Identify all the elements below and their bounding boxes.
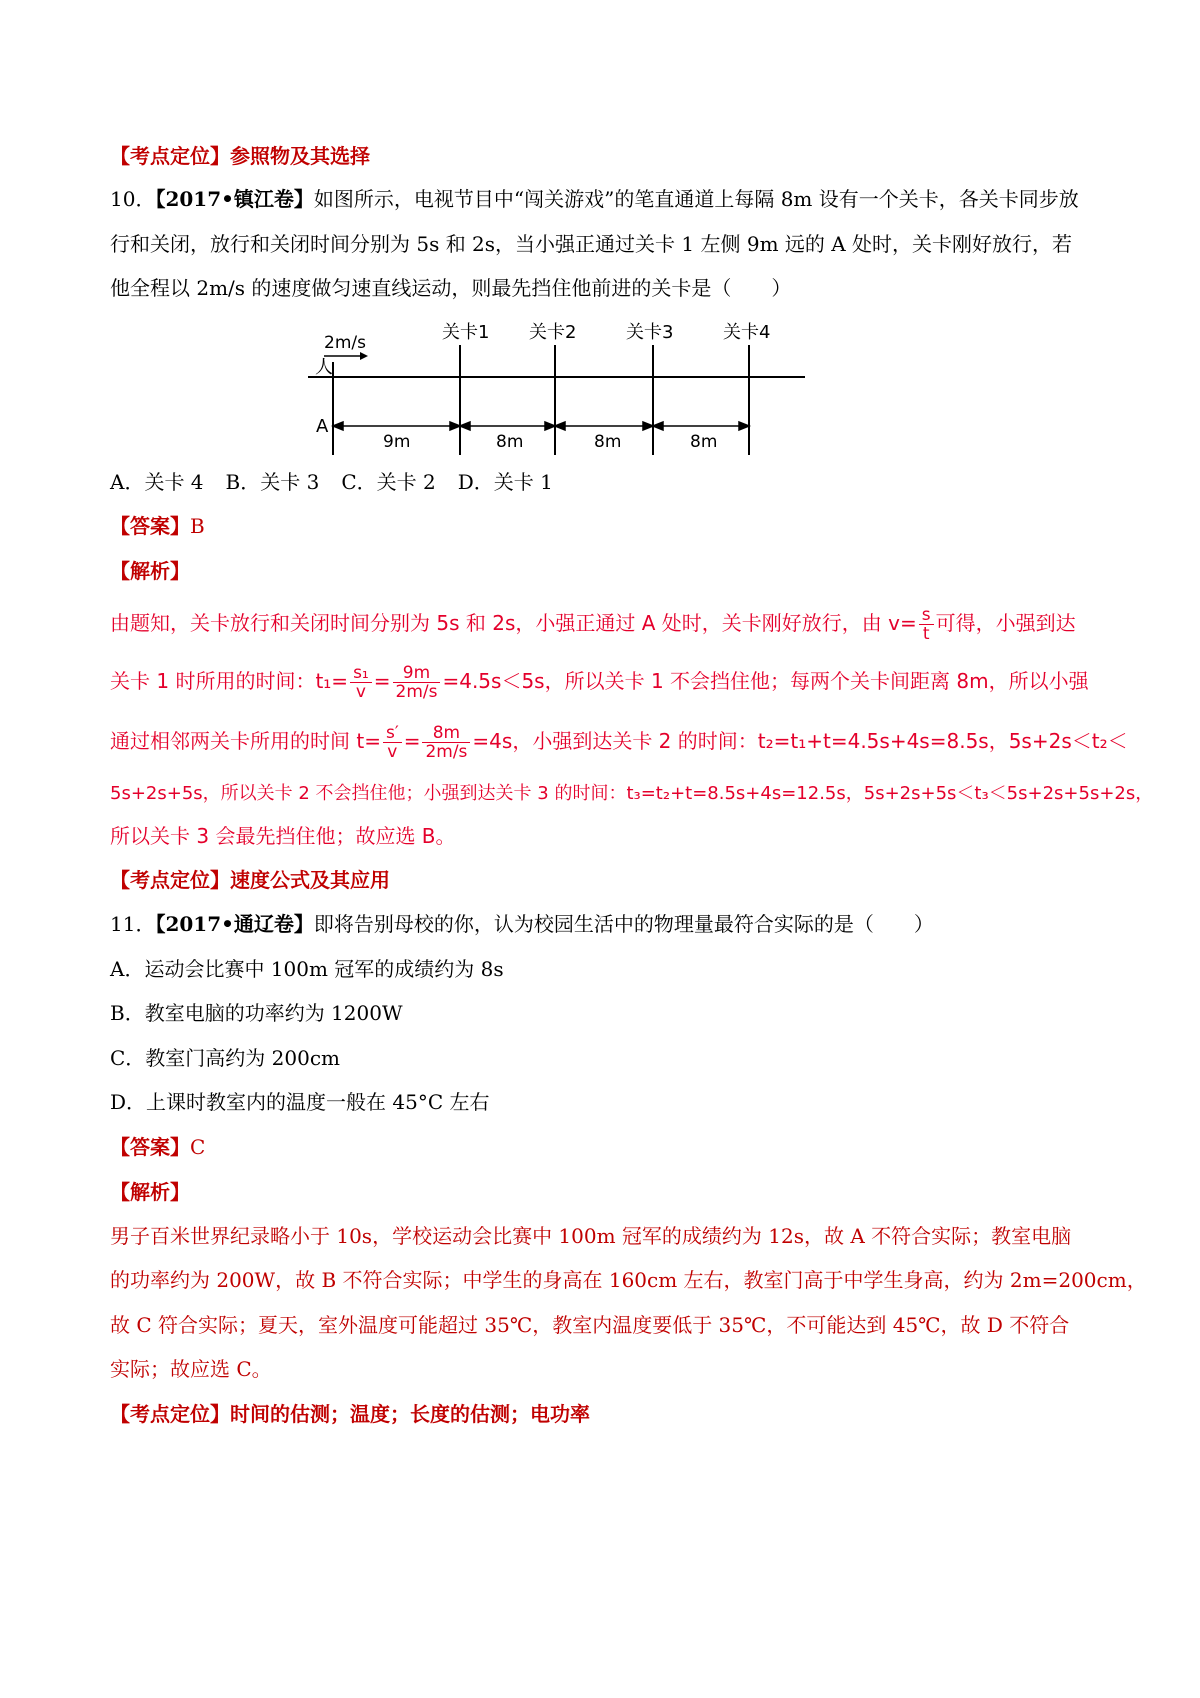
q10-analysis-line1 [110,606,1076,643]
dist-label-2: 8m [496,432,524,452]
answer-tag: 【答案】 [110,514,190,538]
kaodian-tag: 【考点定位】 [110,1402,230,1426]
q10-analysis-line2 [110,664,1089,701]
q10-number: 10． [110,187,156,211]
frac-num: 8m [422,724,470,743]
kaodian-prev-line [110,142,370,170]
q10-stem-line2: 行和关闭，放行和关闭时间分别为 5s 和 2s，当小强正通过关卡 1 左侧 9m 远的 A 处时，关卡刚好放行，若 [110,232,1073,256]
fraction-s-over-t [919,606,934,643]
q11-source: 【2017•通辽卷】 [155,912,314,936]
q11-option-d: D．上课时教室内的温度一般在 45°C 左右 [110,1090,490,1114]
answer-value: B [190,514,205,538]
q10-stem-line1 [110,185,1079,213]
kaodian-tag: 【考点定位】 [110,868,230,892]
gate-1-label: 关卡1 [442,322,490,343]
frac-den: v [355,682,366,702]
frac-den: 2m/s [425,742,468,762]
kaodian-text: 参照物及其选择 [230,144,370,168]
q10-kaodian-line [110,866,390,894]
frac-num: s₁ [350,664,372,683]
analysis-text: 可得，小强到达 [935,611,1076,635]
q11-option-c: C．教室门高约为 200cm [110,1046,340,1070]
q10-option-a: A．关卡 4 [110,470,204,494]
kaodian-text: 时间的估测；温度；长度的估测；电功率 [230,1402,590,1426]
frac-num: 9m [393,664,441,683]
frac-den: t [922,624,930,644]
point-a-label: A [316,416,329,437]
q10-analysis-line5: 所以关卡 3 会最先挡住他；故应选 B。 [110,824,456,848]
fraction-s-prime-over-v [383,724,402,761]
q11-number: 11． [110,912,156,936]
analysis-text: 关卡 1 时所用的时间：t₁= [110,669,349,693]
q10-option-c: C．关卡 2 [341,470,436,494]
q11-option-a: A．运动会比赛中 100m 冠军的成绩约为 8s [110,957,504,981]
answer-value: C [190,1135,206,1159]
analysis-text: 由题知，关卡放行和关闭时间分别为 5s 和 2s，小强正通过 A 处时，关卡刚好放行，由 v= [110,611,917,635]
q11-analysis-line2: 的功率约为 200W，故 B 不符合实际；中学生的身高在 160cm 左右，教室门高于中学生身高，约为 2m=200cm， [110,1268,1147,1292]
analysis-text: =4.5s＜5s，所以关卡 1 不会挡住他；每两个关卡间距离 8m，所以小强 [442,669,1089,693]
kaodian-text: 速度公式及其应用 [230,868,390,892]
q10-stem-line3: 他全程以 2m/s 的速度做匀速直线运动，则最先挡住他前进的关卡是（ ） [110,276,792,300]
dist-label-1: 9m [383,432,411,452]
analysis-text: 通过相邻两关卡所用的时间 t= [110,729,381,753]
gate-2-label: 关卡2 [529,322,577,343]
equals-sign: = [373,669,391,693]
q11-answer-line [110,1133,205,1161]
q11-analysis-line4: 实际；故应选 C。 [110,1357,272,1381]
person-label: 人 [315,357,333,378]
fraction-9m-over-2ms [393,664,441,701]
dim-arrow-3a [555,422,565,430]
frac-den: 2m/s [395,682,438,702]
q10-option-d: D．关卡 1 [457,470,553,494]
frac-den: v [387,742,398,762]
equals-sign: = [403,729,421,753]
dim-arrow-2a [460,422,470,430]
dist-label-4: 8m [690,432,718,452]
q10-analysis-line4: 5s+2s+5s，所以关卡 2 不会挡住他；小强到达关卡 3 的时间：t₃=t₂+t=8.5s+4s=12.5s，5s+2s+5s＜t₃＜5s+2s+5s+2s， [110,783,1154,804]
q11-analysis-line1: 男子百米世界纪录略小于 10s，学校运动会比赛中 100m 冠军的成绩约为 12s，故 A 不符合实际；教室电脑 [110,1224,1072,1248]
q10-option-b: B．关卡 3 [225,470,320,494]
q10-options [110,468,575,496]
q10-analysis-line3 [110,724,1128,761]
q11-stem: 即将告别母校的你，认为校园生活中的物理量最符合实际的是（ ） [313,912,934,936]
analysis-tag: 【解析】 [110,1180,190,1204]
q11-stem-line [110,910,934,938]
dim-arrow-4b [739,422,749,430]
q10-answer-line [110,512,205,540]
analysis-text: =4s，小强到达关卡 2 的时间：t₂=t₁+t=4.5s+4s=8.5s，5s+2s＜t₂＜ [472,729,1128,753]
kaodian-tag: 【考点定位】 [110,144,230,168]
speed-label: 2m/s [324,333,366,353]
speed-arrowhead [360,352,368,360]
q10-source: 【2017•镇江卷】 [155,187,314,211]
dist-label-3: 8m [594,432,622,452]
q10-figure [300,310,820,460]
analysis-tag: 【解析】 [110,559,190,583]
frac-num: s′ [383,724,402,743]
answer-tag: 【答案】 [110,1135,190,1159]
dim-arrow-4a [653,422,663,430]
gate-4-label: 关卡4 [723,322,771,343]
dim-arrow-1a [333,422,343,430]
frac-num: s [919,606,934,625]
q11-analysis-tag [110,1178,190,1206]
gate-3-label: 关卡3 [626,322,674,343]
q11-kaodian-line [110,1400,590,1428]
q10-analysis-tag [110,557,190,585]
q11-analysis-line3: 故 C 符合实际；夏天，室外温度可能超过 35℃，教室内温度要低于 35℃，不可能达到 45℃，故 D 不符合 [110,1313,1070,1337]
q11-option-b: B．教室电脑的功率约为 1200W [110,1001,403,1025]
fraction-s1-over-v [350,664,372,701]
q10-stem-1: 如图所示，电视节目中“闯关游戏”的笔直通道上每隔 8m 设有一个关卡，各关卡同步放 [313,187,1079,211]
fraction-8m-over-2ms [422,724,470,761]
